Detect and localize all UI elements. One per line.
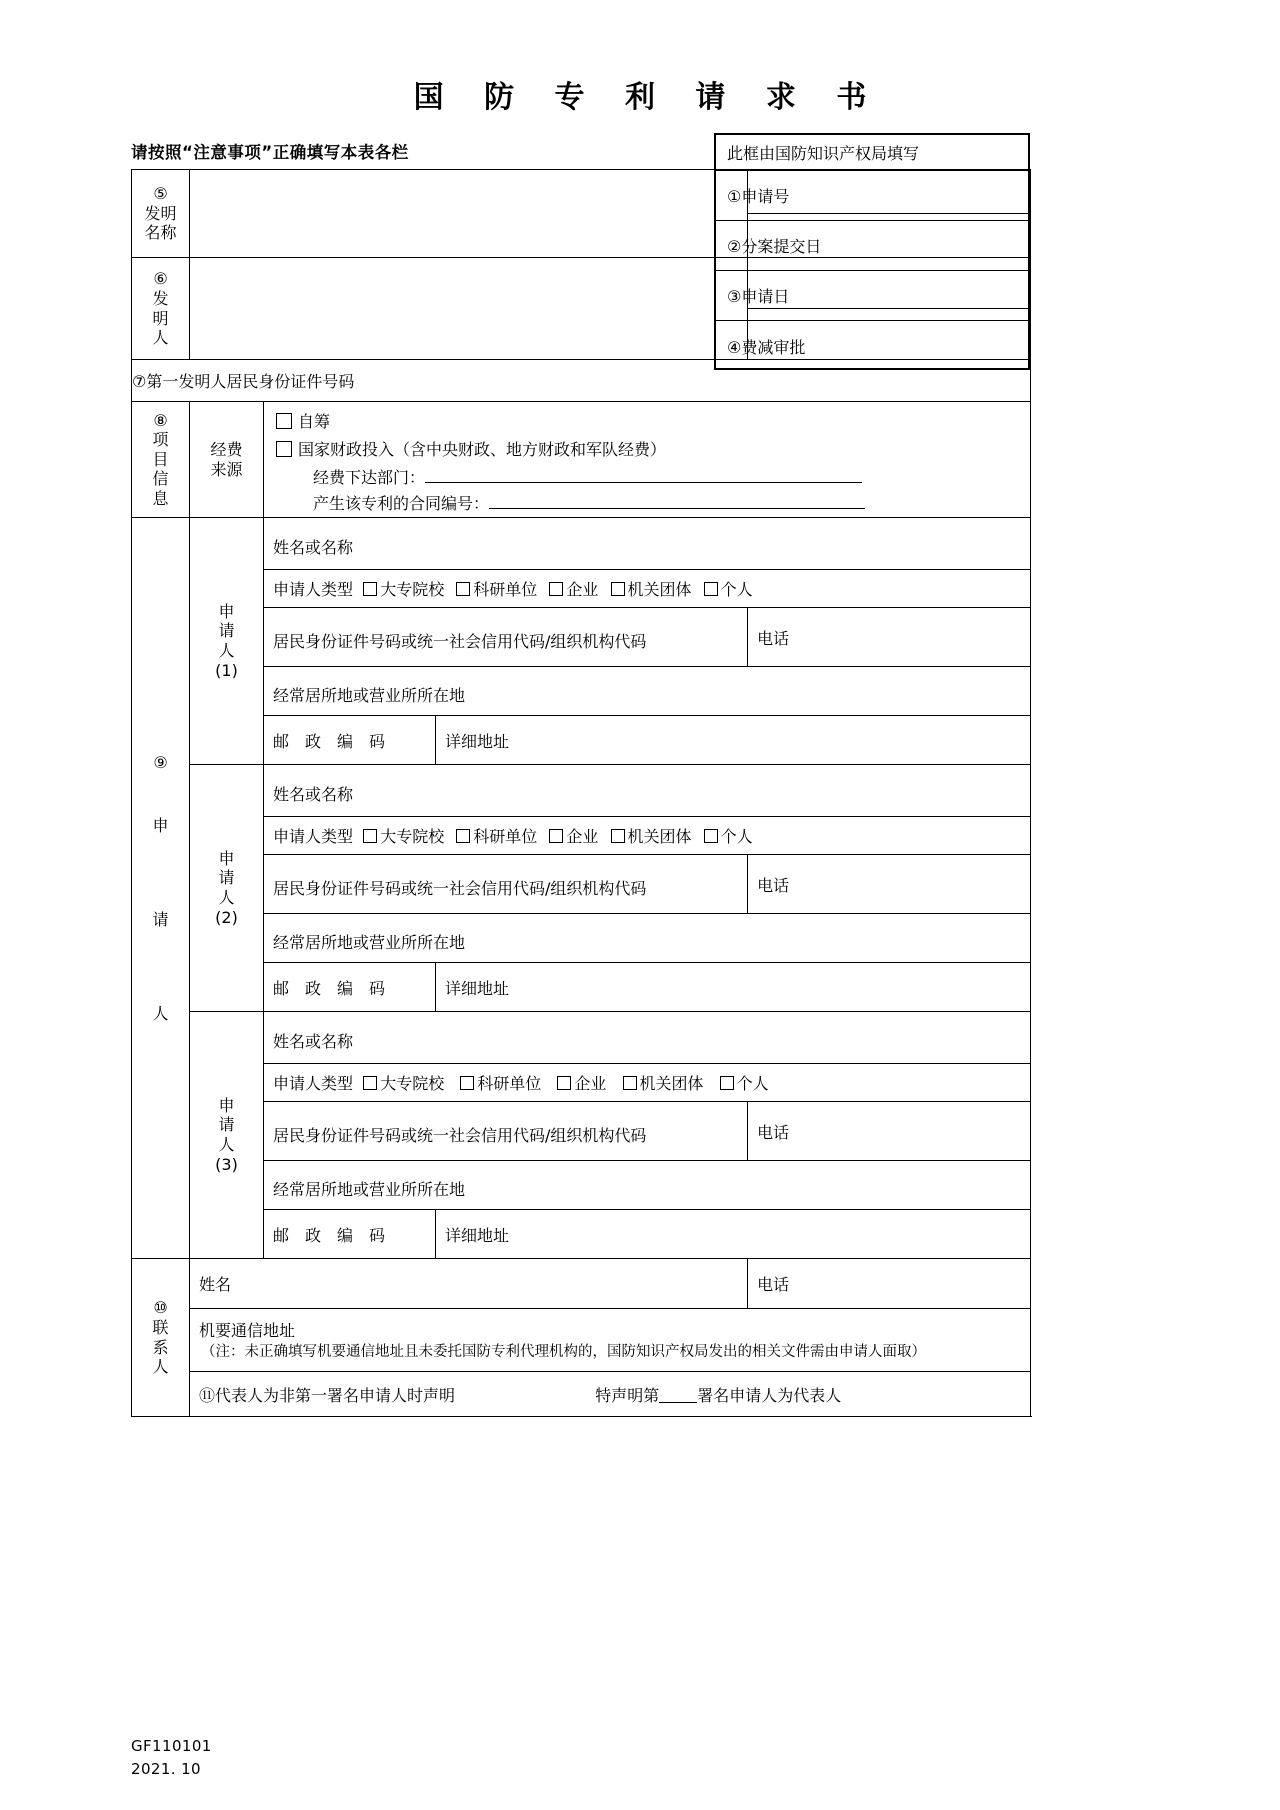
cell-applicant-3-address[interactable]	[436, 1210, 1031, 1259]
input-invention-title[interactable]	[190, 170, 748, 258]
label-detail-address: 详细地址	[445, 978, 510, 998]
cell-applicant-2-postcode[interactable]	[264, 963, 436, 1012]
checkbox-icon[interactable]	[611, 582, 625, 596]
row-applicant-2-type	[132, 817, 1031, 855]
label-applicant-2: 申 请 人 (2)	[190, 765, 264, 1012]
cell-applicant-3-id[interactable]	[264, 1102, 748, 1161]
row-applicant-3-postcode	[132, 1210, 1031, 1259]
row-applicant-1-id	[132, 608, 1031, 667]
cell-applicant-1-name[interactable]	[264, 518, 1031, 570]
label-contact-name: 姓名	[199, 1275, 232, 1294]
row-contact-secure-address	[132, 1309, 1031, 1372]
checkbox-icon[interactable]	[549, 582, 563, 596]
label-applicant-1: 申 请 人 (1)	[190, 518, 264, 765]
label-detail-address: 详细地址	[445, 731, 510, 751]
checkbox-type-research[interactable]: 科研单位	[456, 580, 537, 599]
row-applicant-2-id	[132, 855, 1031, 914]
official-field-filing-date: ③申请日	[716, 271, 1028, 321]
row-representative-declaration	[132, 1372, 1031, 1417]
label-applicant-name: 姓名或名称	[273, 1032, 354, 1051]
cell-applicant-3-phone[interactable]	[748, 1102, 1031, 1161]
cell-applicant-2-name[interactable]	[264, 765, 1031, 817]
label-applicant-phone: 电话	[757, 1122, 790, 1142]
checkbox-icon[interactable]	[611, 829, 625, 843]
label-applicant-residence: 经常居所地或营业所所在地	[273, 1179, 466, 1199]
label-project-info: ⑧ 项 目 信 息	[132, 402, 190, 518]
checkbox-type-college[interactable]: 大专院校	[363, 580, 444, 599]
cell-applicant-2-type	[264, 817, 1031, 855]
checkbox-type-organization[interactable]: 机关团体	[611, 827, 692, 846]
row-applicant-3-name	[132, 1012, 1031, 1064]
label-postcode: 邮 政 编 码	[273, 731, 386, 751]
row-applicant-3-id	[132, 1102, 1031, 1161]
label-applicant-3: 申 请 人 (3)	[190, 1012, 264, 1259]
checkbox-type-research[interactable]: 科研单位	[460, 1074, 541, 1093]
checkbox-option-state-funded[interactable]	[276, 437, 1021, 460]
row-applicant-2-postcode	[132, 963, 1031, 1012]
cell-applicant-3-name[interactable]	[264, 1012, 1031, 1064]
form-date: 2021. 10	[131, 1760, 201, 1779]
checkbox-icon[interactable]	[363, 582, 377, 596]
row-applicant-2-residence	[132, 914, 1031, 963]
label-state-funded: 国家财政投入（含中央财政、地方财政和军队经费）	[298, 440, 667, 459]
field-contract-number	[276, 491, 1021, 514]
input-contract-number[interactable]	[489, 493, 865, 509]
cell-applicant-1-type	[264, 570, 1031, 608]
cell-applicant-1-phone[interactable]	[748, 608, 1031, 667]
input-inventor[interactable]	[190, 258, 748, 360]
official-field-divisional-date: ②分案提交日	[716, 221, 1028, 271]
checkbox-type-college[interactable]: 大专院校	[363, 1074, 444, 1093]
checkbox-icon[interactable]	[549, 829, 563, 843]
label-funding-source: 经费 来源	[190, 402, 264, 518]
instruction-text: 请按照“注意事项”正确填写本表各栏	[131, 143, 409, 162]
label-contact-person: ⑩ 联 系 人	[132, 1259, 190, 1417]
label-applicants-section: ⑨ 申 请 人	[132, 518, 190, 1259]
row-applicant-1-postcode	[132, 716, 1031, 765]
label-applicant-id-code: 居民身份证件号码或统一社会信用代码/组织机构代码	[273, 878, 647, 898]
checkbox-type-individual[interactable]: 个人	[704, 827, 753, 846]
label-inventor: ⑥ 发 明 人	[132, 258, 190, 360]
field-funding-department	[276, 465, 1021, 488]
label-first-inventor-id: ⑦第一发明人居民身份证件号码	[132, 360, 1031, 402]
cell-contact-secure-address[interactable]	[190, 1309, 1031, 1372]
checkbox-icon[interactable]	[456, 582, 470, 596]
funding-options-cell	[264, 402, 1031, 518]
cell-applicant-3-residence[interactable]	[264, 1161, 1031, 1210]
form-code: GF110101	[131, 1737, 212, 1755]
checkbox-icon[interactable]	[720, 1076, 734, 1090]
label-applicant-type: 申请人类型	[273, 827, 354, 846]
official-box-header: 此框由国防知识产权局填写	[716, 135, 1028, 171]
label-applicant-name: 姓名或名称	[273, 538, 354, 557]
official-field-application-no: ①申请号	[716, 171, 1028, 221]
label-applicant-type: 申请人类型	[273, 580, 354, 599]
checkbox-type-organization[interactable]: 机关团体	[623, 1074, 704, 1093]
label-contract-number: 产生该专利的合同编号：	[313, 494, 490, 513]
label-invention-title: ⑤ 发明 名称	[132, 170, 190, 258]
label-applicant-residence: 经常居所地或营业所所在地	[273, 685, 466, 705]
checkbox-type-college[interactable]: 大专院校	[363, 827, 444, 846]
cell-applicant-2-address[interactable]	[436, 963, 1031, 1012]
label-self-funded: 自筹	[298, 412, 331, 431]
checkbox-icon[interactable]	[704, 829, 718, 843]
label-representative-declaration: ⑪代表人为非第一署名申请人时声明	[199, 1385, 456, 1405]
official-field-fee-reduction: ④费减审批	[727, 337, 806, 357]
checkbox-type-research[interactable]: 科研单位	[456, 827, 537, 846]
checkbox-icon[interactable]	[456, 829, 470, 843]
row-applicant-1-type	[132, 570, 1031, 608]
label-applicant-phone: 电话	[757, 628, 790, 648]
cell-applicant-1-address[interactable]	[436, 716, 1031, 765]
cell-applicant-1-postcode[interactable]	[264, 716, 436, 765]
label-funding-department: 经费下达部门：	[313, 468, 426, 487]
cell-applicant-2-phone[interactable]	[748, 855, 1031, 914]
official-use-box	[714, 133, 1030, 370]
checkbox-type-enterprise[interactable]: 企业	[549, 827, 598, 846]
label-applicant-phone: 电话	[757, 875, 790, 895]
label-postcode: 邮 政 编 码	[273, 1225, 386, 1245]
checkbox-option-self-funded[interactable]	[276, 409, 1021, 432]
checkbox-icon[interactable]	[704, 582, 718, 596]
label-applicant-name: 姓名或名称	[273, 785, 354, 804]
cell-applicant-2-id[interactable]	[264, 855, 748, 914]
statement-prefix: 特声明第	[595, 1385, 660, 1405]
row-applicant-3-residence	[132, 1161, 1031, 1210]
label-applicant-residence: 经常居所地或营业所所在地	[273, 932, 466, 952]
checkbox-icon[interactable]	[363, 829, 377, 843]
checkbox-icon[interactable]	[363, 1076, 377, 1090]
checkbox-icon[interactable]	[557, 1076, 571, 1090]
row-applicant-1-residence	[132, 667, 1031, 716]
cell-applicant-3-postcode[interactable]	[264, 1210, 436, 1259]
cell-applicant-3-type	[264, 1064, 1031, 1102]
row-applicant-3-type	[132, 1064, 1031, 1102]
cell-applicant-2-residence[interactable]	[264, 914, 1031, 963]
cell-applicant-1-residence[interactable]	[264, 667, 1031, 716]
row-applicant-2-name	[132, 765, 1031, 817]
cell-representative-declaration	[190, 1372, 1031, 1417]
checkbox-type-enterprise[interactable]: 企业	[557, 1074, 606, 1093]
cell-contact-phone[interactable]	[748, 1259, 1031, 1309]
label-postcode: 邮 政 编 码	[273, 978, 386, 998]
label-detail-address: 详细地址	[445, 1225, 510, 1245]
checkbox-type-enterprise[interactable]: 企业	[549, 580, 598, 599]
label-secure-address: 机要通信地址	[199, 1321, 296, 1341]
checkbox-type-individual[interactable]: 个人	[704, 580, 753, 599]
checkbox-icon[interactable]	[623, 1076, 637, 1090]
checkbox-type-organization[interactable]: 机关团体	[611, 580, 692, 599]
checkbox-icon[interactable]	[276, 413, 292, 429]
input-representative-number[interactable]	[659, 1388, 697, 1403]
row-project-info	[132, 402, 1031, 518]
checkbox-type-individual[interactable]: 个人	[720, 1074, 769, 1093]
label-applicant-type: 申请人类型	[273, 1074, 354, 1093]
label-applicant-id-code: 居民身份证件号码或统一社会信用代码/组织机构代码	[273, 1125, 647, 1145]
checkbox-icon[interactable]	[276, 441, 292, 457]
label-contact-phone: 电话	[757, 1275, 790, 1294]
checkbox-icon[interactable]	[460, 1076, 474, 1090]
input-funding-department[interactable]	[425, 467, 862, 483]
page-title: 国 防 专 利 请 求 书	[413, 80, 882, 115]
cell-contact-name[interactable]	[190, 1259, 748, 1309]
row-applicant-1-name	[132, 518, 1031, 570]
statement-suffix: 署名申请人为代表人	[697, 1385, 842, 1405]
cell-applicant-1-id[interactable]	[264, 608, 748, 667]
row-contact-name	[132, 1259, 1031, 1309]
label-applicant-id-code: 居民身份证件号码或统一社会信用代码/组织机构代码	[273, 631, 647, 651]
footer	[131, 1735, 212, 1782]
note-secure-address: （注：未正确填写机要通信地址且未委托国防专利代理机构的，国防知识产权局发出的相关文件需由申请人面取）	[201, 1344, 926, 1361]
